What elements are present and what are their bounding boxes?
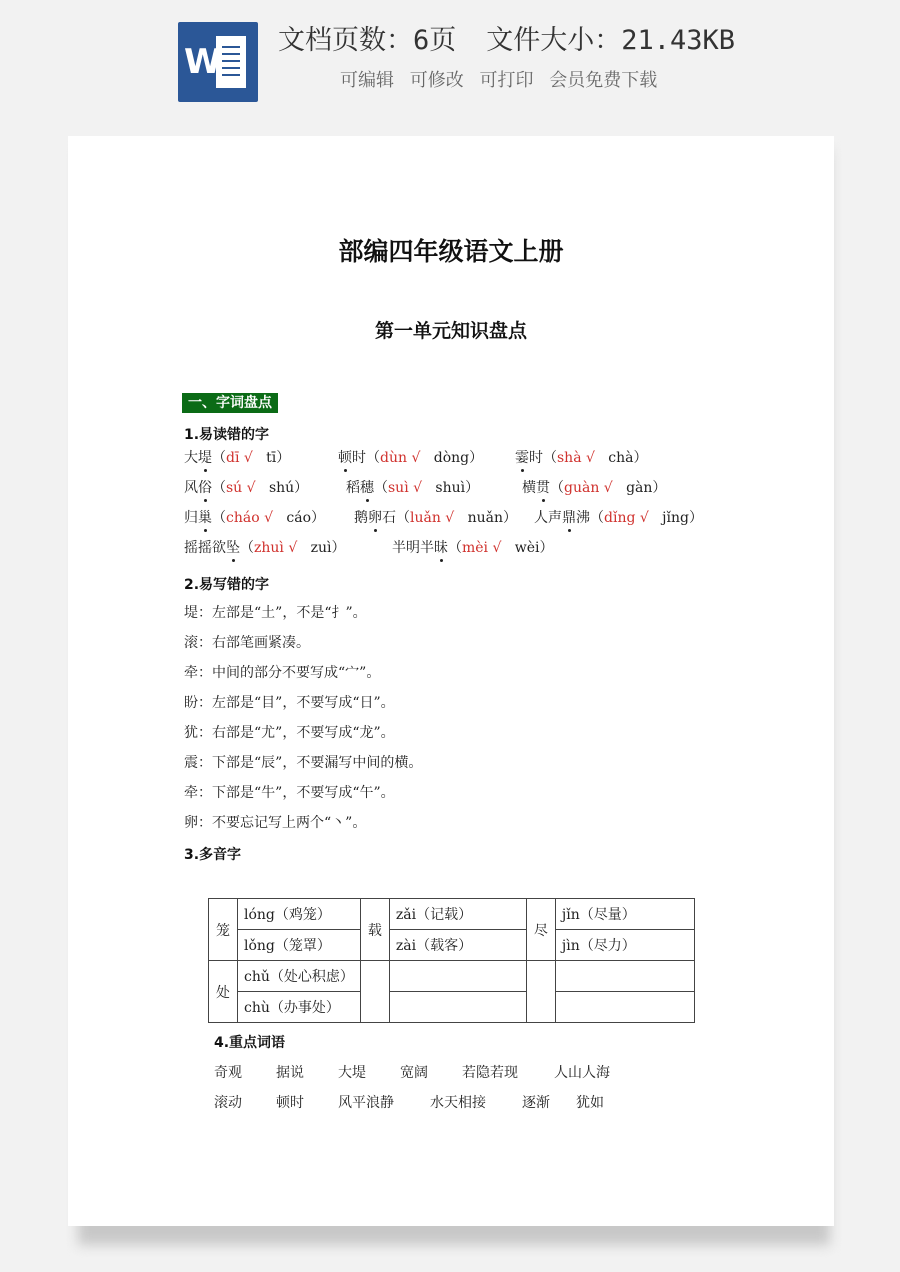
key-word: 逐渐 xyxy=(522,1095,550,1111)
pron-item: 归巢（cháo √ cáo） xyxy=(184,506,325,530)
table-row xyxy=(209,992,695,1023)
feature-modifiable: 可修改 xyxy=(409,70,464,91)
key-word: 顿时 xyxy=(276,1095,304,1111)
table-cell: jǐn（尽量） xyxy=(555,899,694,930)
table-cell xyxy=(526,961,555,1023)
document-title: 部编四年级语文上册 xyxy=(338,237,564,266)
feature-editable: 可编辑 xyxy=(340,70,394,91)
table-cell: 载 xyxy=(360,899,389,961)
table-cell: lóng（鸡笼） xyxy=(238,899,361,930)
writing-note: 卵：不要忘记写上两个“丶”。 xyxy=(184,815,367,831)
key-word: 大堤 xyxy=(338,1065,366,1081)
heading-polyphonic-chars: 3.多音字 xyxy=(184,847,242,863)
key-word: 滚动 xyxy=(214,1095,242,1111)
pron-item: 顿时（dùn √ dòng） xyxy=(338,446,483,470)
key-word: 据说 xyxy=(276,1065,304,1081)
document-info-banner xyxy=(0,0,900,120)
writing-note: 滚：右部笔画紧凑。 xyxy=(184,635,310,651)
writing-note: 牵：中间的部分不要写成“宀”。 xyxy=(184,665,381,681)
writing-note: 牵：下部是“牛”，不要写成“午”。 xyxy=(184,785,395,801)
key-word: 宽阔 xyxy=(400,1065,428,1081)
table-cell: 笼 xyxy=(209,899,238,961)
table-cell xyxy=(389,961,526,992)
pron-item: 风俗（sú √ shú） xyxy=(184,476,308,500)
page-count: 文档页数：6页 xyxy=(278,25,457,56)
document-meta xyxy=(278,18,735,57)
key-word: 人山人海 xyxy=(554,1065,610,1081)
table-cell xyxy=(555,961,694,992)
table-row xyxy=(209,930,695,961)
pron-item: 鹅卵石（luǎn √ nuǎn） xyxy=(354,506,517,530)
feature-list xyxy=(340,66,667,92)
table-cell: zǎi（记载） xyxy=(389,899,526,930)
document-page xyxy=(68,136,834,1226)
key-word: 犹如 xyxy=(576,1095,604,1111)
heading-misread-chars: 1.易读错的字 xyxy=(184,427,270,443)
word-document-icon: W xyxy=(178,22,258,102)
key-word: 若隐若现 xyxy=(462,1065,518,1081)
document-subtitle: 第一单元知识盘点 xyxy=(374,320,527,342)
polyphonic-table xyxy=(208,898,695,1023)
table-row xyxy=(209,899,695,930)
key-word: 水天相接 xyxy=(430,1095,486,1111)
table-cell xyxy=(360,961,389,1023)
table-cell: jìn（尽力） xyxy=(555,930,694,961)
section-heading: 一、字词盘点 xyxy=(182,393,278,413)
pron-item: 人声鼎沸（dǐng √ jǐng） xyxy=(534,506,703,530)
table-cell: lǒng（笼罩） xyxy=(238,930,361,961)
pron-item: 霎时（shà √ chà） xyxy=(515,446,648,470)
key-word: 风平浪静 xyxy=(338,1095,394,1111)
pron-item: 摇摇欲坠（zhuì √ zuì） xyxy=(184,536,346,560)
table-cell: 尽 xyxy=(526,899,555,961)
pron-item: 稻穗（suì √ shuì） xyxy=(346,476,479,500)
pron-item: 横贯（guàn √ gàn） xyxy=(522,476,666,500)
table-cell: chù（办事处） xyxy=(238,992,361,1023)
heading-key-words: 4.重点词语 xyxy=(214,1035,286,1051)
key-word: 奇观 xyxy=(214,1065,242,1081)
writing-note: 犹：右部是“尤”，不要写成“龙”。 xyxy=(184,725,395,741)
table-cell xyxy=(389,992,526,1023)
pron-item: 半明半昧（mèi √ wèi） xyxy=(392,536,554,560)
table-cell xyxy=(555,992,694,1023)
writing-note: 盼：左部是“目”，不要写成“日”。 xyxy=(184,695,395,711)
writing-note: 震：下部是“辰”，不要漏写中间的横。 xyxy=(184,755,423,771)
writing-note: 堤：左部是“土”，不是“扌”。 xyxy=(184,605,367,621)
table-cell: zài（载客） xyxy=(389,930,526,961)
feature-printable: 可打印 xyxy=(479,70,534,91)
pron-item: 大堤（dī √ tī） xyxy=(184,446,290,470)
file-size: 文件大小：21.43KB xyxy=(486,25,736,56)
heading-miswritten-chars: 2.易写错的字 xyxy=(184,577,270,593)
feature-free-download: 会员免费下载 xyxy=(549,70,658,91)
table-cell: 处 xyxy=(209,961,238,1023)
table-row xyxy=(209,961,695,992)
table-cell: chǔ（处心积虑） xyxy=(238,961,361,992)
